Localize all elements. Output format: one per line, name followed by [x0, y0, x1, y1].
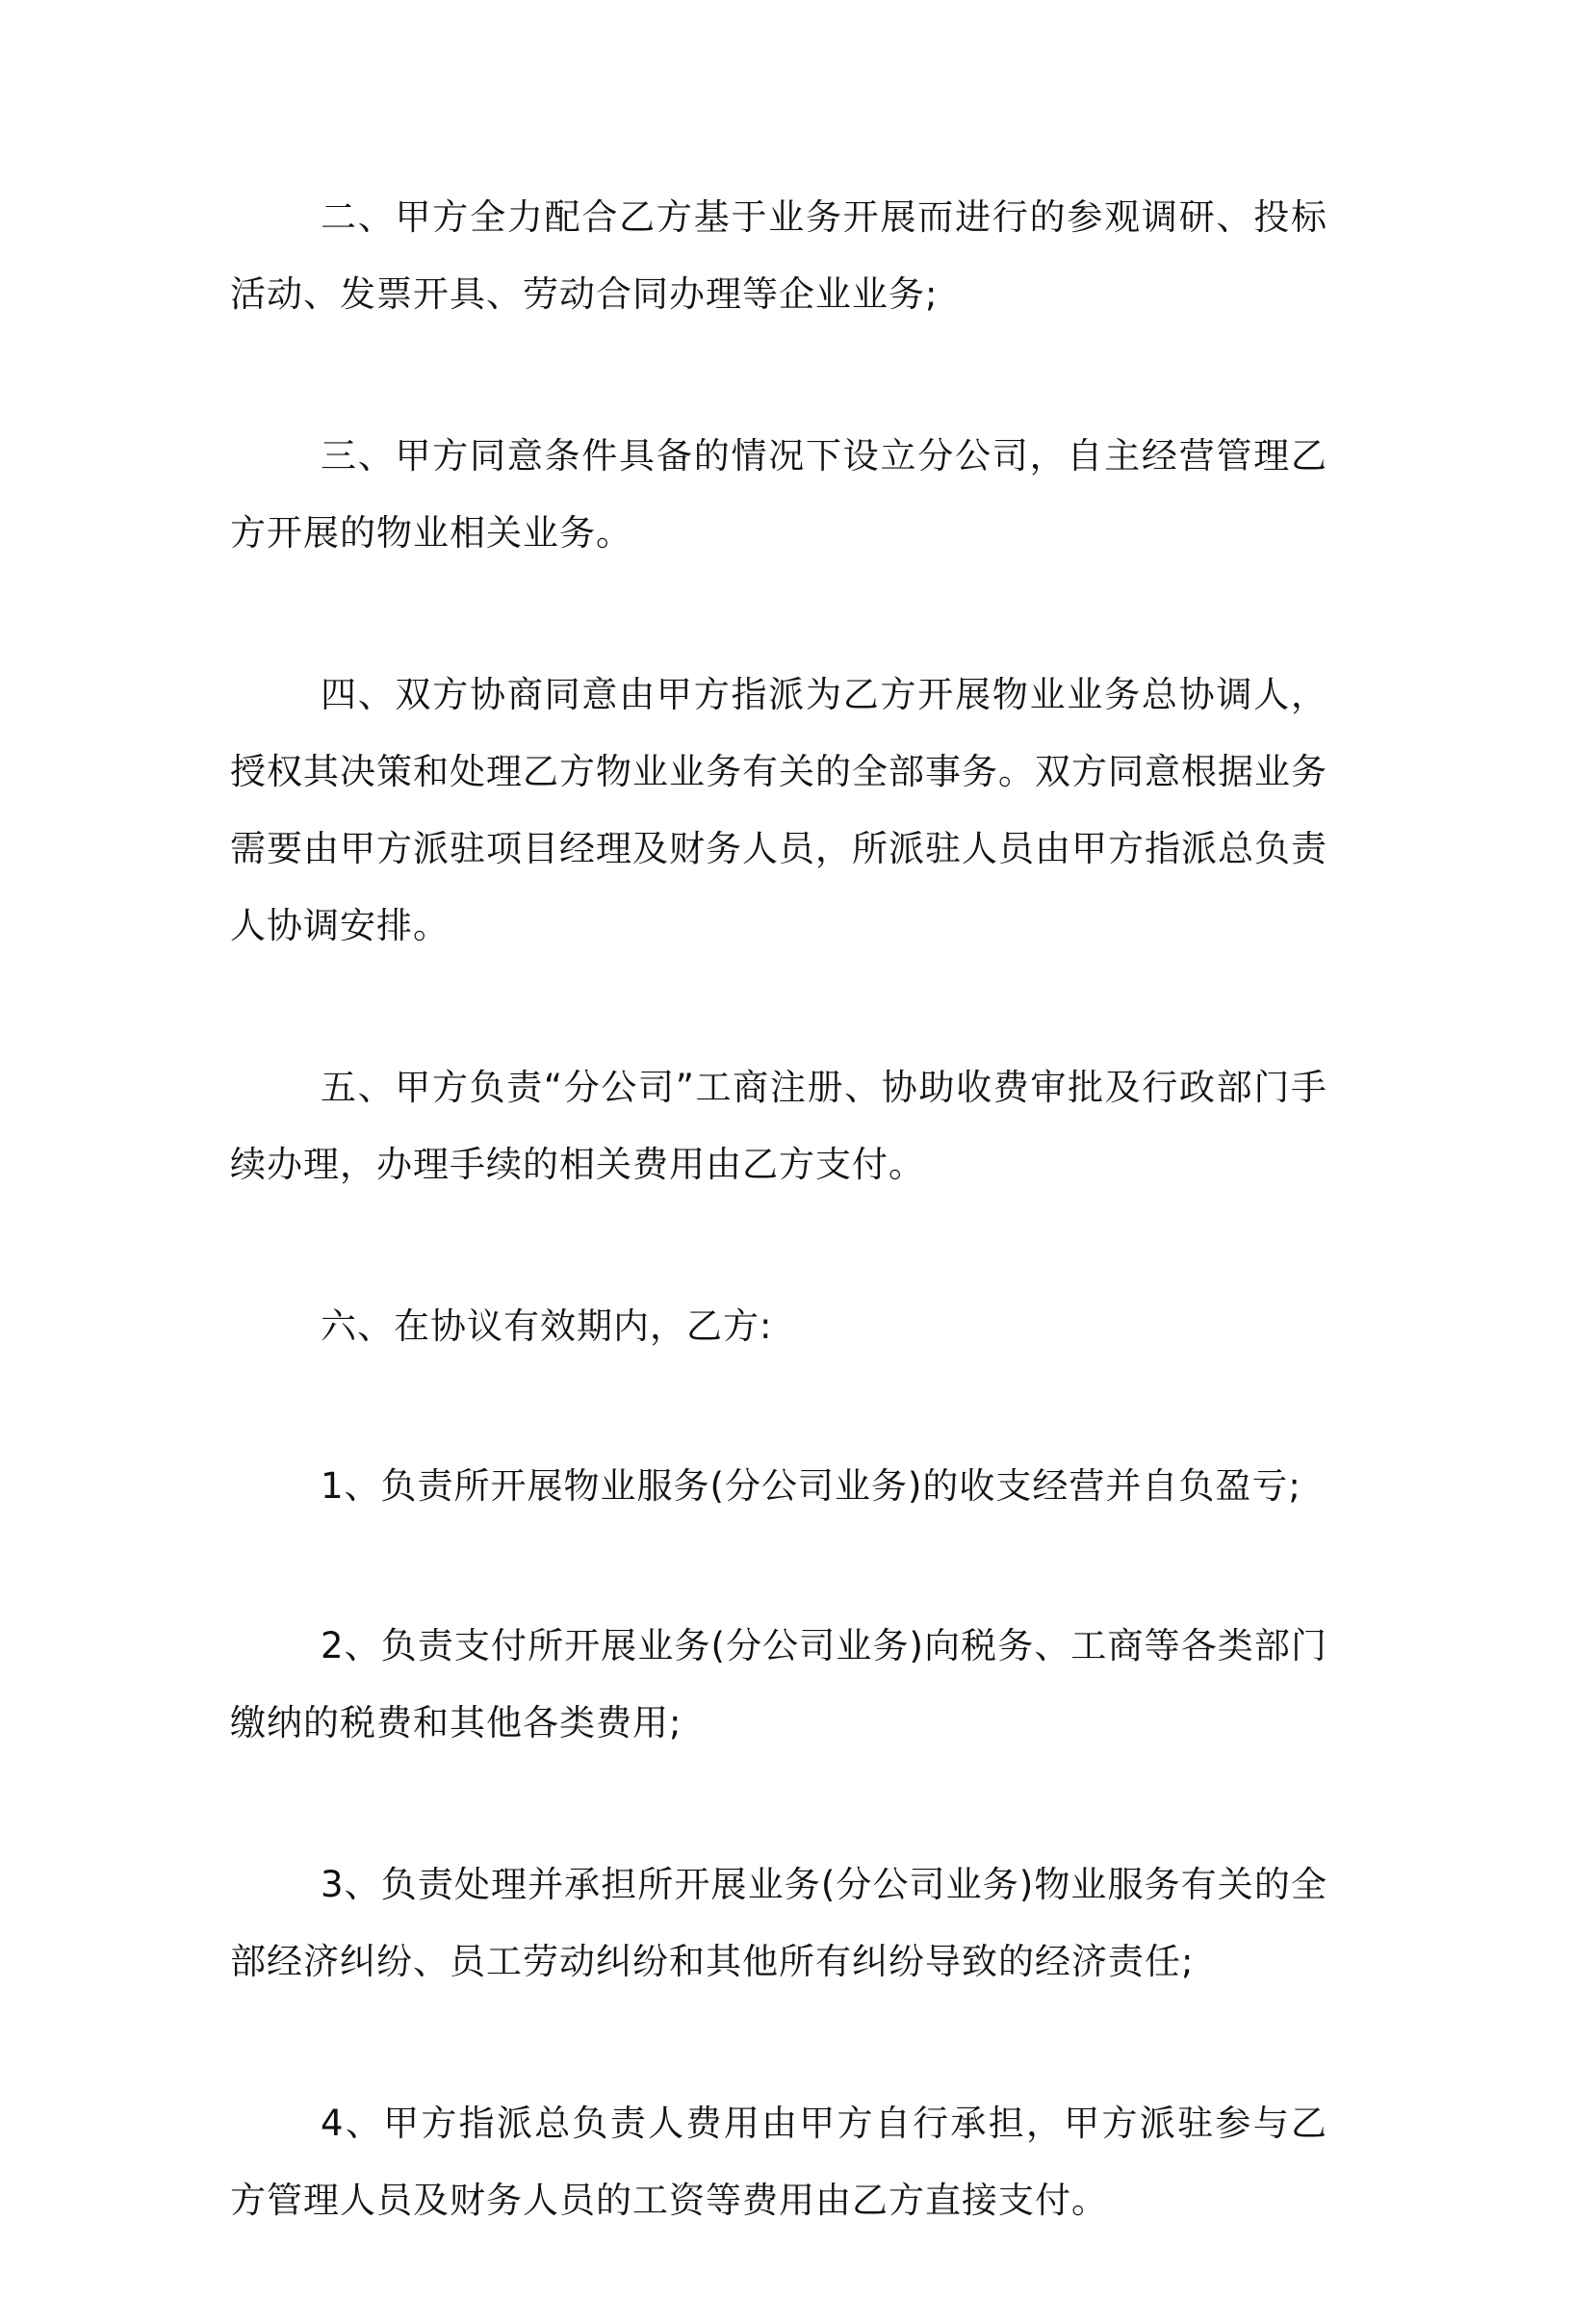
clause-6-item-2: 2、负责支付所开展业务(分公司业务)向税务、工商等各类部门缴纳的税费和其他各类费用; — [230, 1625, 1327, 1743]
clause-2-paragraph: 二、甲方全力配合乙方基于业务开展而进行的参观调研、投标活动、发票开具、劳动合同办理等企业业务; — [230, 196, 1327, 315]
clause-6-item-1: 1、负责所开展物业服务(分公司业务)的收支经营并自负盈亏; — [321, 1465, 1301, 1507]
clause-3-paragraph: 三、甲方同意条件具备的情况下设立分公司，自主经营管理乙方开展的物业相关业务。 — [230, 435, 1327, 554]
clause-6-item-4: 4、甲方指派总负责人费用由甲方自行承担，甲方派驻参与乙方管理人员及财务人员的工资等费用由乙方直接支付。 — [230, 2103, 1327, 2221]
clause-4-paragraph: 四、双方协商同意由甲方指派为乙方开展物业业务总协调人，授权其决策和处理乙方物业业务有关的全部事务。双方同意根据业务需要由甲方派驻项目经理及财务人员，所派驻人员由甲方指派总负责人协调安排。 — [230, 674, 1327, 946]
clause-6-item-3: 3、负责处理并承担所开展业务(分公司业务)物业服务有关的全部经济纠纷、员工劳动纠纷和其他所有纠纷导致的经济责任; — [230, 1864, 1327, 1982]
document-body — [230, 179, 1327, 2324]
clause-5-paragraph: 五、甲方负责“分公司”工商注册、协助收费审批及行政部门手续办理，办理手续的相关费用由乙方支付。 — [230, 1067, 1327, 1185]
clause-6-heading: 六、在协议有效期内，乙方: — [321, 1305, 773, 1347]
